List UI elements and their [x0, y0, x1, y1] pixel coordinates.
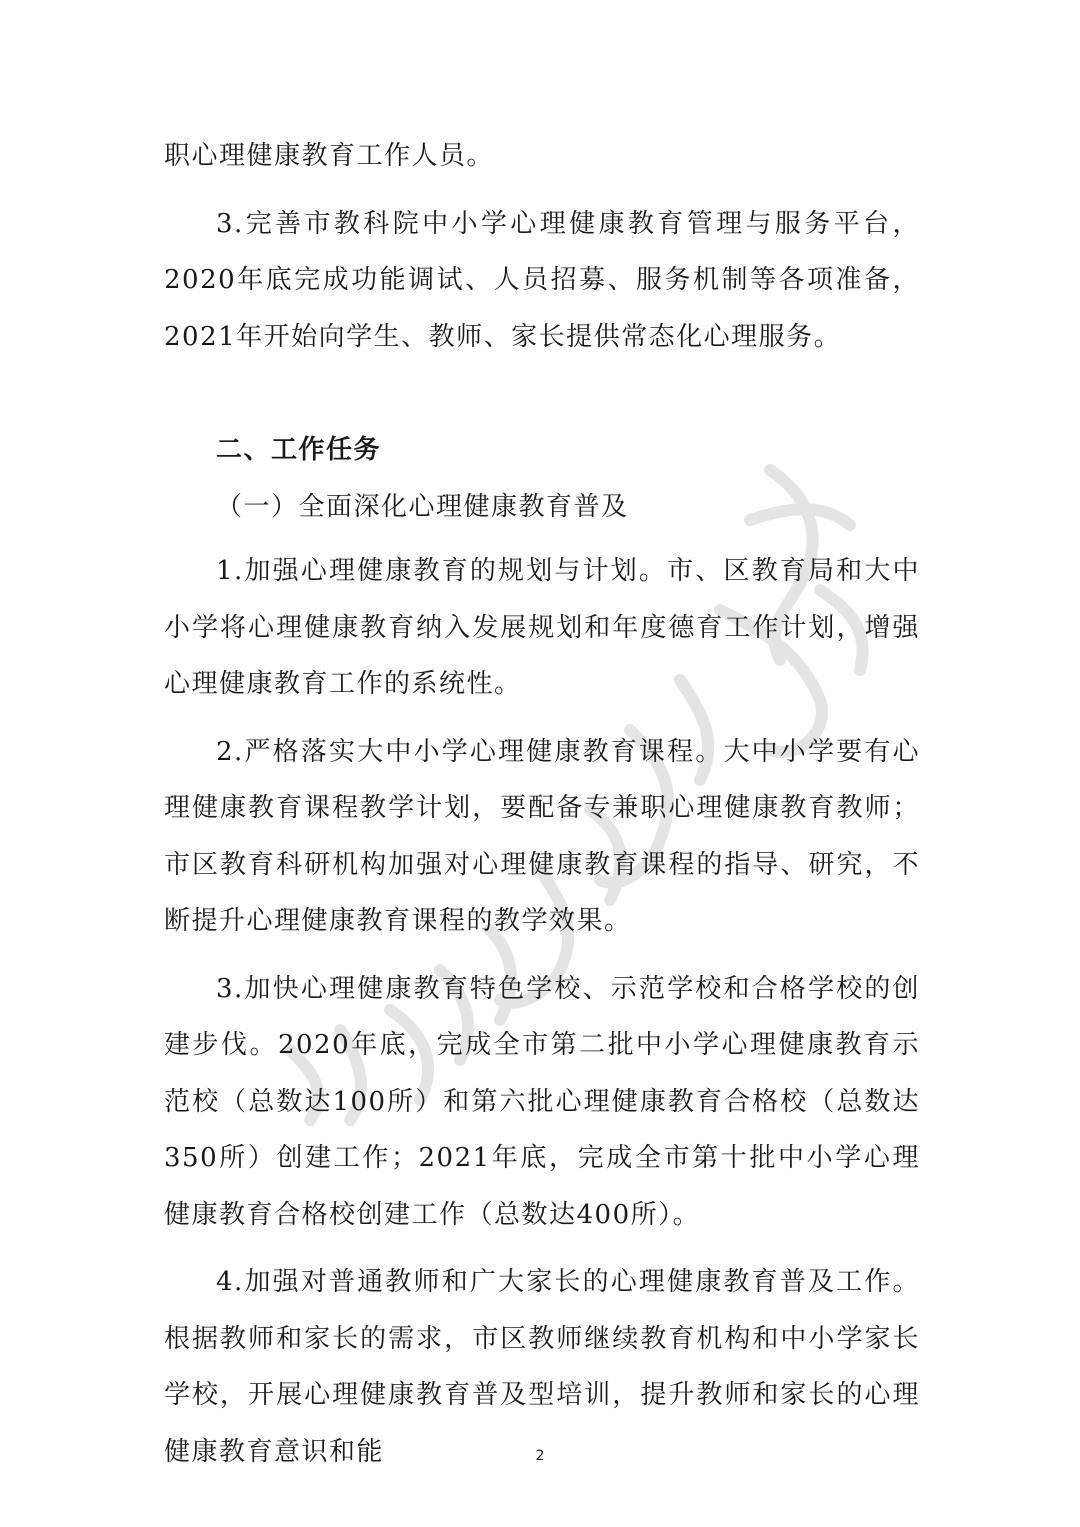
subsection-heading-1: （一）全面深化心理健康教育普及 [216, 491, 629, 522]
document-body [164, 128, 920, 1480]
paragraph-continuation: 职心理健康教育工作人员。 [164, 141, 495, 171]
paragraph-item-4-training: 4.加强对普通教师和广大家长的心理健康教育普及工作。根据教师和家长的需求，市区教师继续教育机构和中小学家长学校，开展心理健康教育普及型培训，提升教师和家长的心理健康教育意识和能 [164, 1267, 920, 1467]
page-number: 2 [535, 1448, 545, 1464]
paragraph-item-1-planning: 1.加强心理健康教育的规划与计划。市、区教育局和大中小学将心理健康教育纳入发展规划和年度德育工作计划，增强心理健康教育工作的系统性。 [164, 556, 920, 699]
paragraph-item-2-curriculum: 2.严格落实大中小学心理健康教育课程。大中小学要有心理健康教育课程教学计划，要配备专兼职心理健康教育教师；市区教育科研机构加强对心理健康教育课程的指导、研究，不断提升心理健康教育课程的教学效果。 [164, 736, 920, 936]
paragraph-item-3-schools: 3.加快心理健康教育特色学校、示范学校和合格学校的创建步伐。2020年底，完成全市第二批中小学心理健康教育示范校（总数达100所）和第六批心理健康教育合格校（总数达350所）创建工作；2021年底，完成全市第十批中小学心理健康教育合格校创建工作（总数达400所）。 [164, 973, 920, 1230]
paragraph-item-3-platform: 3.完善市教科院中小学心理健康教育管理与服务平台，2020年底完成功能调试、人员招募、服务机制等各项准备，2021年开始向学生、教师、家长提供常态化心理服务。 [164, 208, 920, 352]
section-heading-work-tasks: 二、工作任务 [216, 435, 382, 465]
